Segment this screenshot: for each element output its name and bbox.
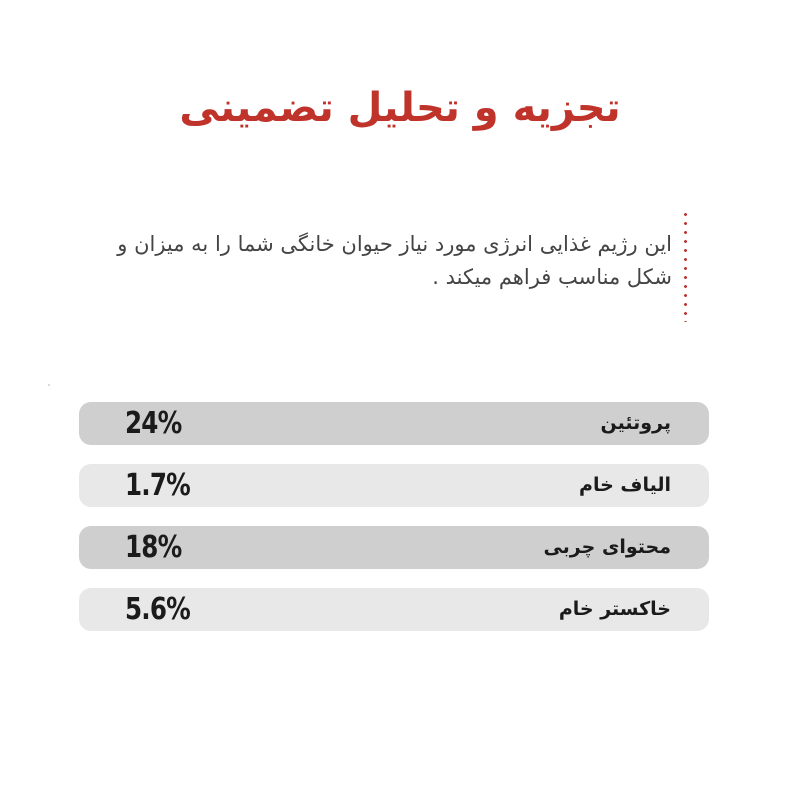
- analysis-value: 5.6%: [125, 592, 190, 627]
- decorative-dot: [48, 384, 50, 386]
- analysis-row-fat-content: [79, 526, 709, 569]
- analysis-label: پروتئین: [600, 412, 671, 434]
- analysis-row-protein: [79, 402, 709, 445]
- analysis-table: [79, 402, 709, 650]
- analysis-label: محتوای چربی: [543, 536, 671, 558]
- analysis-label: الیاف خام: [579, 474, 671, 496]
- analysis-value: 1.7%: [125, 468, 190, 503]
- analysis-row-crude-fiber: [79, 464, 709, 507]
- analysis-row-crude-ash: [79, 588, 709, 631]
- analysis-label: خاکستر خام: [558, 598, 671, 620]
- intro-paragraph: این رژیم غذایی انرژی مورد نیاز حیوان خانگی شما را به میزان و شکل مناسب فراهم میکند .: [117, 232, 672, 289]
- page-title: تجزیه و تحلیل تضمینی: [179, 85, 621, 131]
- analysis-value: 18%: [125, 530, 182, 565]
- dotted-accent-line: [684, 210, 687, 322]
- analysis-value: 24%: [125, 406, 182, 441]
